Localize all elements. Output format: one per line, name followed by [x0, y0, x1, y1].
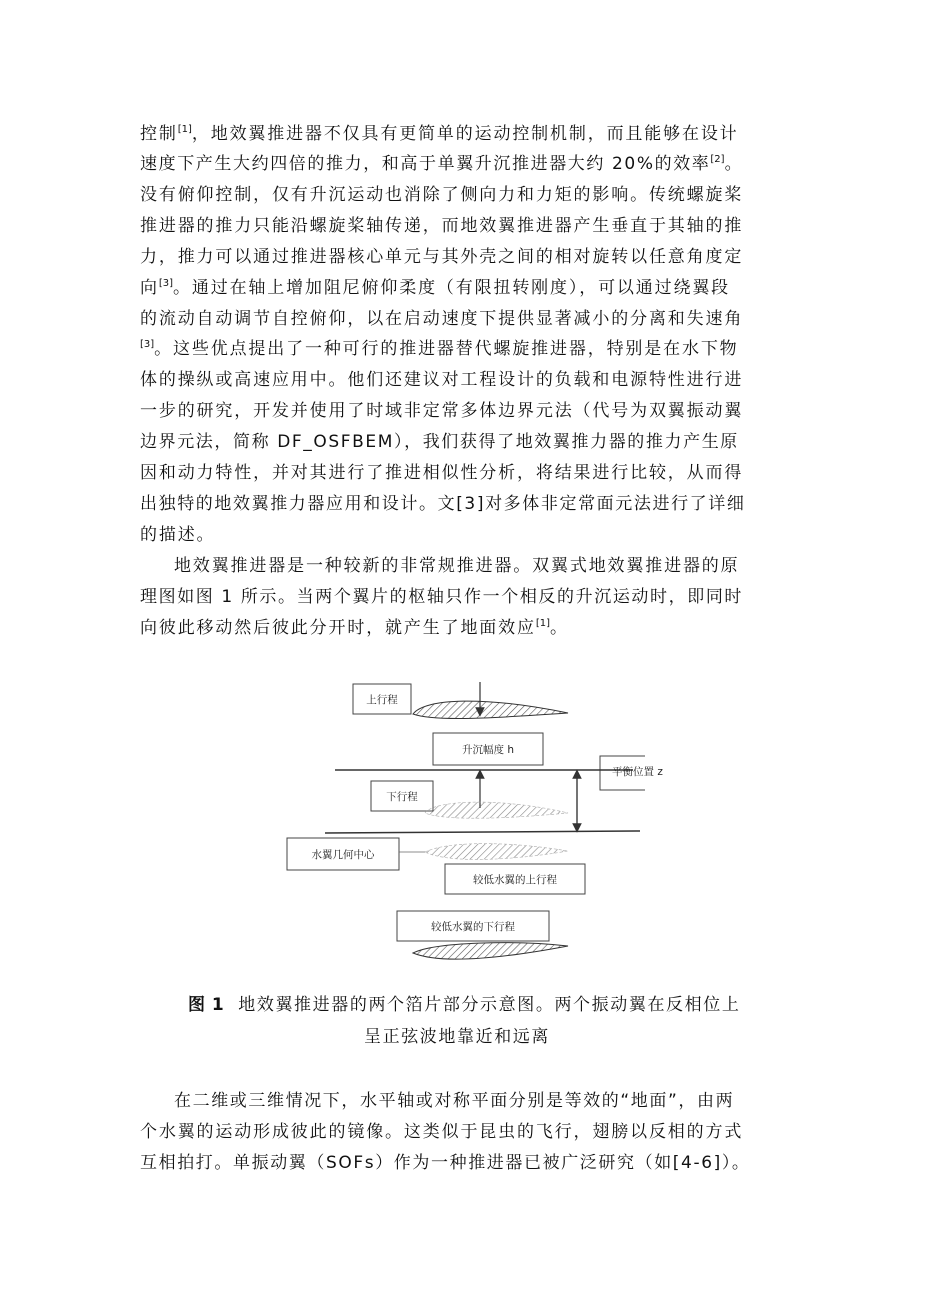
text-run: 互相拍打。单振动翼（SOFs）作为一种推进器已被广泛研究（如[4-6]）。	[140, 1153, 751, 1173]
text-run: 在二维或三维情况下，水平轴或对称平面分别是等效的“地面”，由两	[174, 1091, 735, 1111]
p1-line	[140, 336, 739, 362]
label-downstroke: 下行程	[386, 791, 418, 803]
p1-line	[140, 213, 743, 239]
text-run: 。这些优点提出了一种可行的推进器替代螺旋推进器，特别是在水下物	[154, 339, 739, 359]
figure-1-diagram	[285, 676, 645, 976]
p1-line	[140, 121, 739, 147]
text-run: 的描述。	[140, 525, 216, 545]
label-heave-amplitude: 升沉幅度 h	[462, 744, 514, 756]
label-equilibrium-position: 平衡位置 z	[612, 766, 663, 778]
p1-line	[140, 367, 743, 393]
text-run: 向彼此移动然后彼此分开时，就产生了地面效应	[140, 618, 536, 638]
upper-foil-top	[413, 701, 568, 718]
p3-line	[174, 1088, 734, 1114]
p1-line	[140, 151, 743, 177]
p1-line	[140, 306, 743, 332]
text-run: 出独特的地效翼推力器应用和设计。文[3]对多体非定常面元法进行了详细	[140, 494, 746, 514]
figure-caption-text: 地效翼推进器的两个箔片部分示意图。两个振动翼在反相位上	[238, 995, 741, 1015]
p2-line	[140, 615, 569, 641]
text-run: 体的操纵或高速应用中。他们还建议对工程设计的负载和电源特性进行进	[140, 370, 744, 390]
text-run: 。	[724, 154, 744, 174]
label-foil-center: 水翼几何中心	[311, 849, 375, 861]
text-run: 控制	[140, 124, 178, 144]
text-run: 向	[140, 278, 159, 298]
citation-ref: [3]	[140, 339, 155, 350]
text-run: ，地效翼推进器不仅具有更简单的运动控制机制，而且能够在设计	[191, 124, 739, 144]
text-run: 因和动力特性，并对其进行了推进相似性分析，将结果进行比较，从而得	[140, 463, 744, 483]
text-run: 推进器的推力只能沿螺旋桨轴传递，而地效翼推进器产生垂直于其轴的推	[140, 216, 744, 236]
ground-line	[325, 831, 640, 833]
figure-caption-line1	[188, 992, 740, 1018]
lower-foil-bottom	[413, 943, 568, 960]
text-run: 没有俯仰控制，仅有升沉运动也消除了侧向力和力矩的影响。传统螺旋桨	[140, 185, 744, 205]
text-run: 地效翼推进器是一种较新的非常规推进器。双翼式地效翼推进器的原	[174, 556, 740, 576]
text-run: 边界元法，简称 DF_OSFBEM），我们获得了地效翼推力器的推力产生原	[140, 432, 739, 452]
text-run: 力，推力可以通过推进器核心单元与其外壳之间的相对旋转以任意角度定	[140, 247, 744, 267]
p3-line	[140, 1150, 751, 1176]
p1-line	[140, 398, 743, 424]
text-run: 一步的研究，开发并使用了时域非定常多体边界元法（代号为双翼振动翼	[140, 401, 744, 421]
figure-caption-label: 图 1	[188, 995, 225, 1015]
text-run: 个水翼的运动形成彼此的镜像。这类似于昆虫的飞行，翅膀以反相的方式	[140, 1122, 744, 1142]
text-run: 理图如图 1 所示。当两个翼片的枢轴只作一个相反的升沉运动时，即同时	[140, 587, 744, 607]
citation-ref: [3]	[158, 278, 174, 289]
p1-line	[140, 275, 730, 301]
lower-foil-mid	[425, 844, 568, 860]
p1-line	[140, 244, 743, 270]
p1-line	[140, 460, 743, 486]
p3-line	[140, 1119, 743, 1145]
label-lower-upstroke: 较低水翼的上行程	[473, 874, 557, 886]
citation-ref: [1]	[535, 618, 551, 629]
p2-line	[140, 584, 743, 610]
upper-foil-mid	[425, 802, 568, 818]
figure-caption-line2: 呈正弦波地靠近和远离	[364, 1027, 550, 1047]
p1-line	[140, 182, 743, 208]
text-run: 。通过在轴上增加阻尼俯仰柔度（有限扭转刚度），可以通过绕翼段	[173, 278, 731, 298]
text-run: 的流动自动调节自控俯仰，以在启动速度下提供显著减小的分离和失速角	[140, 309, 744, 329]
p1-line	[140, 429, 739, 455]
p1-line	[140, 491, 745, 517]
p1-line	[140, 522, 215, 548]
citation-ref: [1]	[177, 124, 192, 135]
p2-line	[174, 553, 740, 579]
text-run: 。	[550, 618, 569, 638]
label-upstroke: 上行程	[366, 694, 398, 706]
label-lower-downstroke: 较低水翼的下行程	[431, 921, 515, 933]
citation-ref: [2]	[710, 154, 725, 165]
text-run: 速度下产生大约四倍的推力，和高于单翼升沉推进器大约 20%的效率	[140, 154, 711, 174]
